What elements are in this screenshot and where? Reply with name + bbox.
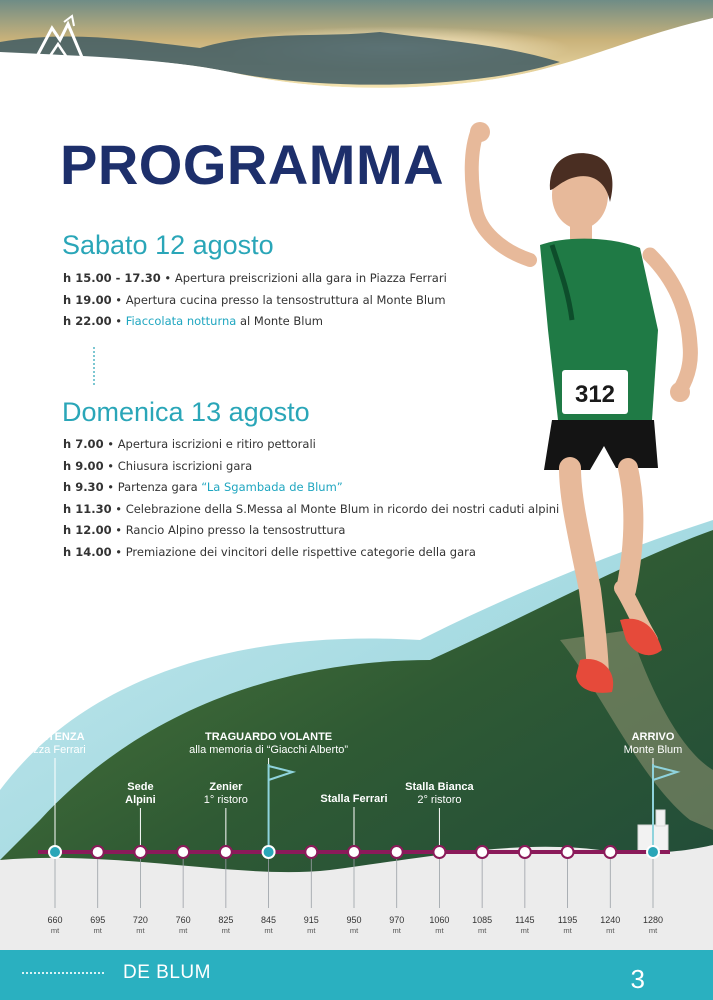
stop-label: Stalla Ferrari bbox=[320, 793, 388, 805]
altitude-label: 1145 bbox=[515, 915, 535, 925]
course-stop bbox=[320, 793, 387, 845]
altitude-unit: mt bbox=[93, 926, 102, 935]
altitude-unit: mt bbox=[349, 926, 359, 935]
stop-label: PARTENZA bbox=[25, 731, 85, 743]
course-node bbox=[562, 846, 574, 858]
altitude-label: 720 bbox=[132, 915, 148, 925]
altitude-unit: mt bbox=[563, 926, 572, 935]
altitude-unit: mt bbox=[307, 926, 316, 935]
stop-label: Stalla Bianca bbox=[405, 781, 474, 793]
day-title-saturday: Sabato 12 agosto bbox=[62, 230, 274, 260]
course-node bbox=[49, 846, 61, 858]
course-node bbox=[134, 846, 146, 858]
sunday-event-list bbox=[63, 434, 559, 563]
list-item: h 15.00 - 17.30 • Apertura preiscrizioni alla gara in Piazza Ferrari bbox=[63, 271, 447, 285]
page-title: PROGRAMMA bbox=[60, 133, 445, 196]
bib-number: 312 bbox=[574, 381, 616, 408]
footer-divider bbox=[22, 972, 104, 974]
course-node bbox=[433, 846, 445, 858]
course-stop bbox=[24, 731, 86, 845]
list-item: h 9.30 • Partenza gara “La Sgambada de Blum” bbox=[63, 480, 343, 494]
section-divider bbox=[93, 347, 95, 385]
stop-label: P.zza Ferrari bbox=[24, 744, 86, 756]
list-item: h 12.00 • Rancio Alpino presso la tensostruttura bbox=[63, 523, 346, 537]
altitude-label: 1280 bbox=[642, 915, 664, 925]
flag-icon bbox=[269, 764, 293, 845]
altitude-label: 950 bbox=[346, 915, 362, 925]
course-node bbox=[604, 846, 616, 858]
stop-label: Zenier bbox=[209, 781, 243, 793]
altitude-label: 1060 bbox=[429, 915, 450, 925]
stop-label: alla memoria di “Giacchi Alberto” bbox=[189, 744, 349, 756]
altitude-label: 825 bbox=[218, 915, 234, 925]
course-node bbox=[305, 846, 317, 858]
stop-label: Monte Blum bbox=[623, 744, 683, 756]
altitude-unit: mt bbox=[264, 926, 273, 935]
page-number: 3 bbox=[630, 964, 645, 994]
runner-photo bbox=[440, 120, 713, 710]
day-title-sunday: Domenica 13 agosto bbox=[62, 397, 310, 427]
list-item: h 22.00 • Fiaccolata notturna al Monte Blum bbox=[63, 314, 323, 328]
altitude-unit: mt bbox=[520, 926, 530, 935]
course-node bbox=[220, 846, 232, 858]
altitude-unit: mt bbox=[178, 926, 188, 935]
footer-label: DE BLUM bbox=[123, 962, 211, 983]
list-item: h 7.00 • Apertura iscrizioni e ritiro pettorali bbox=[63, 437, 316, 451]
course-node bbox=[263, 846, 275, 858]
altitude-label: 660 bbox=[47, 915, 63, 925]
alpine-logo-icon bbox=[28, 14, 88, 66]
altitude-label: 845 bbox=[261, 915, 277, 925]
course-stop bbox=[125, 781, 156, 845]
altitude-unit: mt bbox=[50, 926, 60, 935]
course-node bbox=[92, 846, 104, 858]
course-node bbox=[348, 846, 360, 858]
course-node bbox=[476, 846, 488, 858]
course-node bbox=[177, 846, 189, 858]
stop-label: ARRIVO bbox=[631, 731, 675, 743]
stop-label: Sede bbox=[127, 781, 154, 793]
altitude-label: 760 bbox=[175, 915, 191, 925]
altitude-label: 695 bbox=[90, 915, 106, 925]
course-profile bbox=[0, 720, 713, 950]
altitude-unit: mt bbox=[648, 926, 658, 935]
stop-label: 1° ristoro bbox=[203, 794, 248, 806]
saturday-event-list bbox=[63, 268, 447, 333]
page-footer bbox=[0, 950, 713, 1000]
course-node bbox=[647, 846, 659, 858]
altitude-unit: mt bbox=[606, 926, 615, 935]
altitude-label: 1085 bbox=[472, 915, 493, 925]
altitude-label: 915 bbox=[303, 915, 319, 925]
stop-label: TRAGUARDO VOLANTE bbox=[205, 731, 333, 743]
stop-label: 2° ristoro bbox=[417, 794, 462, 806]
list-item: h 19.00 • Apertura cucina presso la tensostruttura al Monte Blum bbox=[63, 292, 446, 307]
altitude-unit: mt bbox=[221, 926, 231, 935]
altitude-label: 970 bbox=[389, 915, 405, 925]
list-item: h 9.00 • Chiusura iscrizioni gara bbox=[63, 458, 253, 473]
course-node bbox=[519, 846, 531, 858]
course-stop bbox=[204, 781, 248, 845]
course-node bbox=[391, 846, 403, 858]
altitude-unit: mt bbox=[477, 926, 487, 935]
header-mountain-sky bbox=[0, 0, 713, 110]
list-item: h 11.30 • Celebrazione della S.Messa al Monte Blum in ricordo dei nostri caduti alpini bbox=[63, 501, 560, 516]
course-stop bbox=[405, 781, 474, 845]
altitude-unit: mt bbox=[392, 926, 401, 935]
stop-label: Alpini bbox=[125, 794, 156, 806]
altitude-label: 1240 bbox=[600, 915, 621, 925]
list-item: h 14.00 • Premiazione dei vincitori delle rispettive categorie della gara bbox=[63, 544, 476, 559]
altitude-unit: mt bbox=[136, 926, 145, 935]
altitude-unit: mt bbox=[435, 926, 444, 935]
altitude-label: 1195 bbox=[557, 915, 578, 925]
